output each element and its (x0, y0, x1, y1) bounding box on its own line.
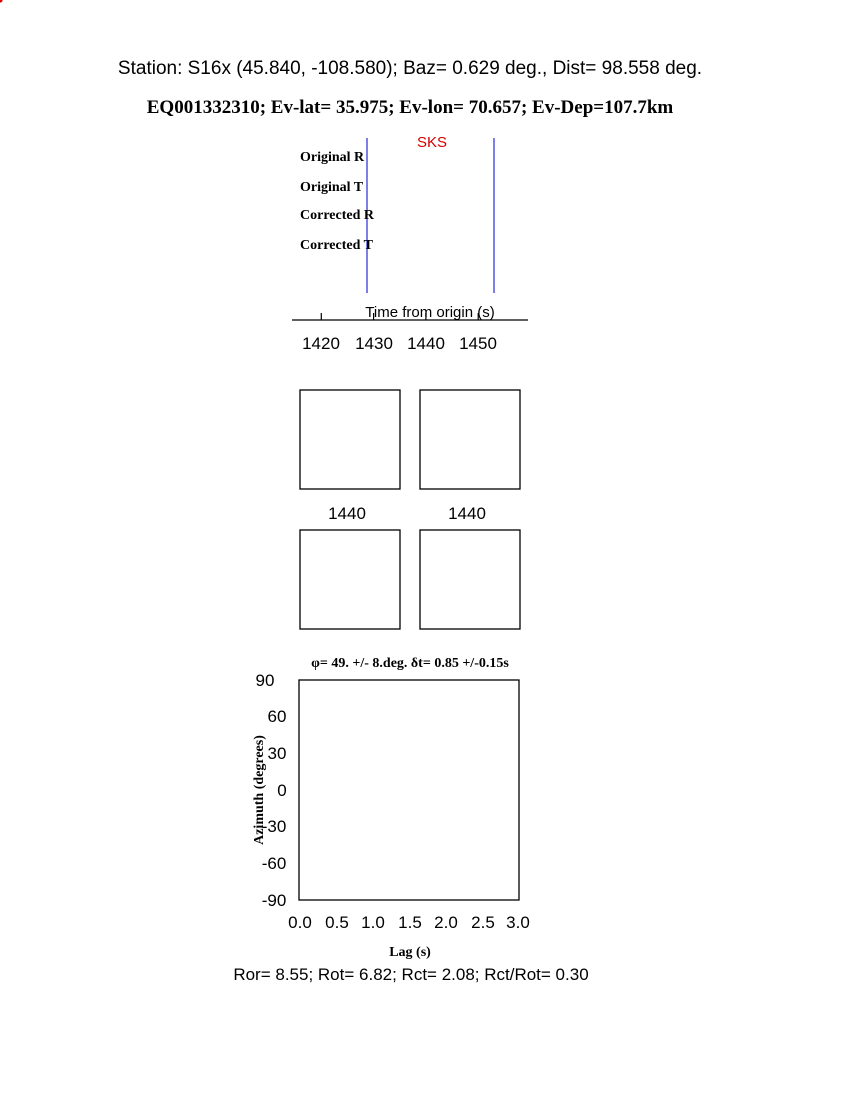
trace-panel (292, 134, 528, 353)
time-tick-label-1430: 1430 (355, 334, 393, 353)
phase-label-sks: SKS (416, 134, 448, 151)
y-tick-label: 0 (277, 781, 287, 800)
y-tick-label: 30 (267, 744, 287, 763)
trace-label-corrected-r: Corrected R (300, 208, 374, 223)
chart-title: φ= 49. +/- 8.deg. δt= 0.85 +/-0.15s (311, 656, 509, 671)
y-axis-label: Azimuth (degrees) (252, 735, 267, 845)
panel-frame (420, 530, 520, 629)
time-axis-label: Time from origin (s) (365, 304, 495, 321)
y-tick-label: -30 (261, 817, 287, 836)
ratio-summary: Ror= 8.55; Rot= 6.82; Rct= 2.08; Rct/Rot= 0.30 (233, 965, 589, 984)
trace-label-original-r: Original R (300, 150, 365, 165)
y-tick-label: 60 (267, 707, 287, 726)
panel-tick-label: 1440 (328, 504, 366, 523)
waveform-panel-right (420, 390, 520, 523)
event-info-line: EQ001332310; Ev-lat= 35.975; Ev-lon= 70.657; Ev-Dep=107.7km (146, 97, 674, 118)
y-tick-label: 90 (255, 671, 275, 690)
x-tick-label: 1.0 (361, 913, 385, 932)
x-tick-label: 2.5 (471, 913, 495, 932)
plot-frame (299, 680, 519, 900)
time-tick-label-1440: 1440 (407, 334, 445, 353)
x-tick-label: 1.5 (398, 913, 422, 932)
x-tick-label: 3.0 (506, 913, 530, 932)
panel-frame (420, 390, 520, 489)
station-info-line: Station: S16x (45.840, -108.580); Baz= 0.629 deg., Dist= 98.558 deg. (117, 58, 703, 79)
particle-motion-right (420, 530, 520, 629)
panel-frame (300, 390, 400, 489)
best-fit-marker (0, 0, 3, 3)
x-axis-label: Lag (s) (389, 945, 431, 960)
x-tick-label: 2.0 (434, 913, 458, 932)
trace-label-original-t: Original T (300, 180, 364, 195)
time-tick-label-1420: 1420 (302, 334, 340, 353)
y-tick-label: -60 (261, 854, 287, 873)
panel-tick-label: 1440 (448, 504, 486, 523)
time-tick-label-1450: 1450 (459, 334, 497, 353)
x-tick-label: 0.5 (325, 913, 349, 932)
panel-frame (300, 530, 400, 629)
trace-label-corrected-t: Corrected T (300, 238, 373, 253)
y-tick-label: -90 (261, 891, 287, 910)
waveform-panel-left (300, 390, 400, 523)
particle-motion-left (300, 530, 400, 629)
x-tick-label: 0.0 (288, 913, 312, 932)
